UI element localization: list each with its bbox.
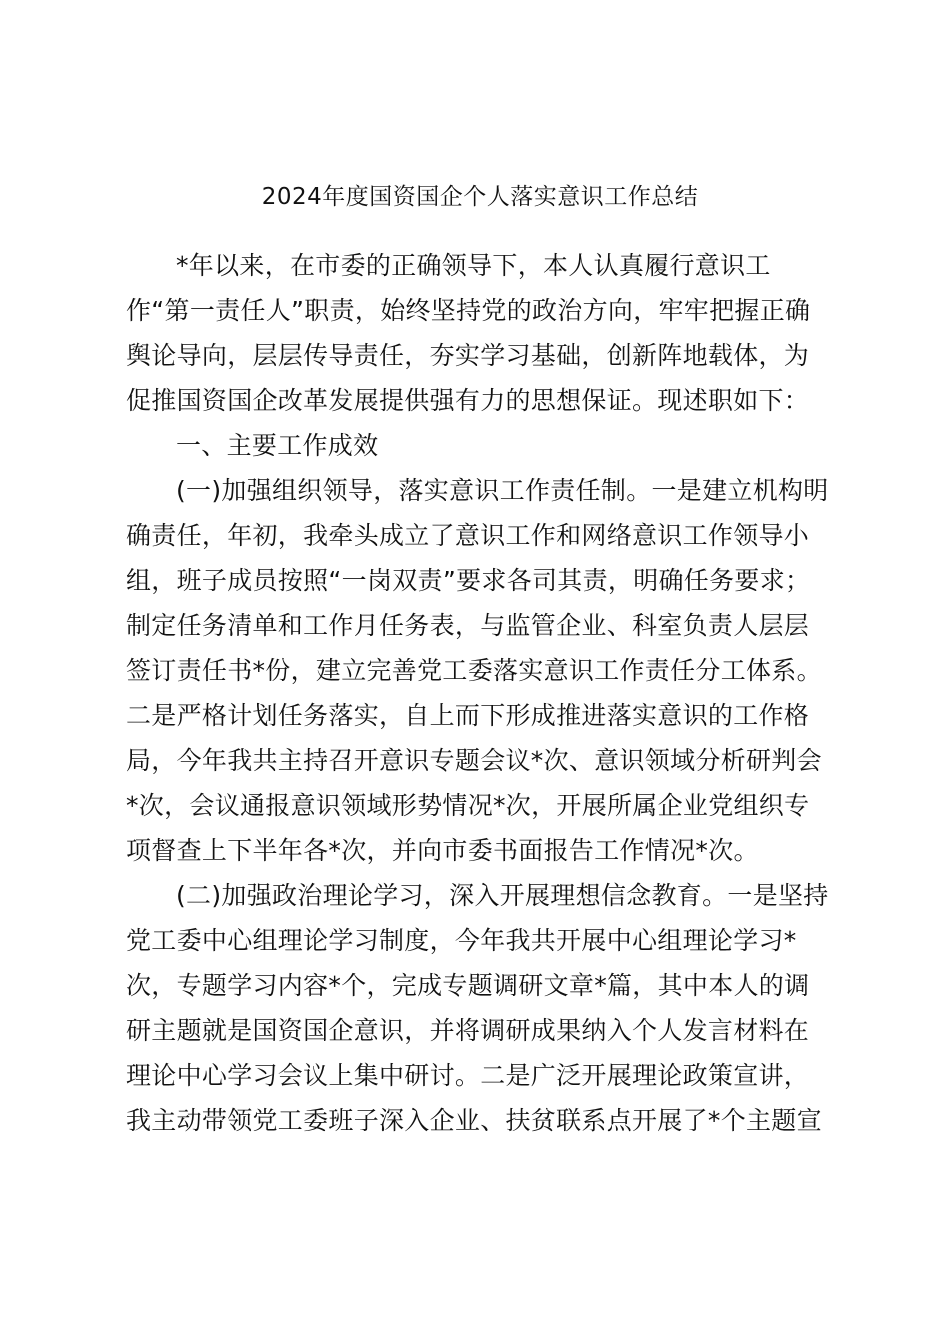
document-title: 2024年度国资国企个人落实意识工作总结 (261, 184, 699, 210)
paragraph-line: 舆论导向，层层传导责任，夯实学习基础，创新阵地载体，为 (126, 341, 810, 370)
paragraph-line: (一)加强组织领导，落实意识工作责任制。一是建立机构明 (176, 476, 829, 505)
paragraph-line: (二)加强政治理论学习，深入开展理想信念教育。一是坚持 (176, 881, 829, 910)
paragraph-line: 项督查上下半年各*次，并向市委书面报告工作情况*次。 (126, 836, 759, 865)
paragraph-line: 制定任务清单和工作月任务表，与监管企业、科室负责人层层 (126, 611, 810, 640)
paragraph-line: 理论中心学习会议上集中研讨。二是广泛开展理论政策宣讲， (126, 1061, 810, 1090)
paragraph-line: 签订责任书*份，建立完善党工委落实意识工作责任分工体系。 (126, 656, 822, 685)
paragraph-line: 确责任，年初，我牵头成立了意识工作和网络意识工作领导小 (126, 521, 810, 550)
paragraph-line: 作“第一责任人”职责，始终坚持党的政治方向，牢牢把握正确 (126, 296, 811, 325)
section-heading: 一、主要工作成效 (176, 431, 379, 460)
paragraph-line: 促推国资国企改革发展提供强有力的思想保证。现述职如下： (126, 386, 810, 415)
paragraph-line: 研主题就是国资国企意识，并将调研成果纳入个人发言材料在 (126, 1016, 810, 1045)
paragraph-line: 局，今年我共主持召开意识专题会议*次、意识领域分析研判会 (126, 746, 822, 775)
paragraph-line: 次，专题学习内容*个，完成专题调研文章*篇，其中本人的调 (126, 971, 810, 1000)
paragraph-line: *年以来，在市委的正确领导下，本人认真履行意识工 (176, 251, 771, 280)
paragraph-line: 党工委中心组理论学习制度，今年我共开展中心组理论学习* (126, 926, 797, 955)
paragraph-line: 二是严格计划任务落实，自上而下形成推进落实意识的工作格 (126, 701, 810, 730)
paragraph-line: 我主动带领党工委班子深入企业、扶贫联系点开展了*个主题宣 (126, 1106, 822, 1135)
paragraph-line: 组，班子成员按照“一岗双责”要求各司其责，明确任务要求； (126, 566, 811, 595)
paragraph-line: *次，会议通报意识领域形势情况*次，开展所属企业党组织专 (126, 791, 810, 820)
